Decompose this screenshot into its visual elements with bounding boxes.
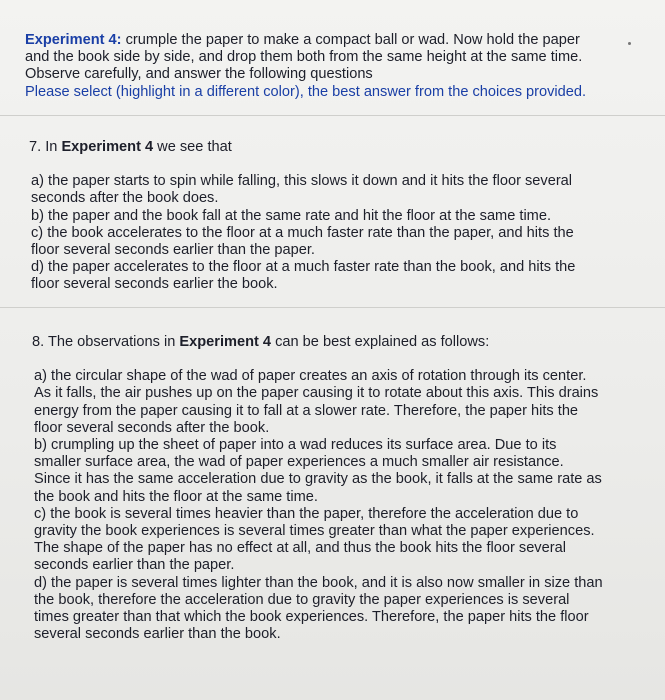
answer-option[interactable] bbox=[31, 173, 641, 207]
intro-line-3: Observe carefully, and answer the following questions bbox=[25, 66, 373, 83]
answer-option-line: a) the circular shape of the wad of paper creates an axis of rotation through its center. bbox=[34, 368, 587, 385]
answer-option-line: Since it has the same acceleration due to gravity as the book, it falls at the same rate as bbox=[34, 471, 602, 488]
question-7 bbox=[29, 139, 641, 294]
answer-option-line: times greater than that which the book experiences. Therefore, the paper hits the floor bbox=[34, 609, 589, 626]
experiment-label: Experiment 4: bbox=[25, 32, 122, 48]
answer-option-line: the book, therefore the acceleration due to gravity the paper experiences is several bbox=[34, 591, 570, 608]
answer-option-line: The shape of the paper has no effect at all, and thus the book hits the floor several bbox=[34, 540, 566, 557]
answer-option[interactable] bbox=[31, 208, 641, 225]
answer-option-line: b) the paper and the book fall at the same rate and hit the floor at the same time. bbox=[31, 207, 552, 224]
answer-option-line: b) crumpling up the sheet of paper into a wad reduces its surface area. Due to its bbox=[34, 437, 557, 454]
answer-option-line: gravity the book experiences is several times greater than what the paper experiences. bbox=[34, 523, 595, 540]
question-7-options bbox=[29, 173, 641, 293]
question-8-title: 8. The observations in Experiment 4 can be best explained as follows: bbox=[32, 334, 490, 350]
question-8 bbox=[32, 334, 644, 643]
answer-option[interactable] bbox=[34, 437, 644, 506]
answer-option[interactable] bbox=[34, 506, 644, 575]
answer-option-line: As it falls, the air pushes up on the paper causing it to rotate about this axis. This drains bbox=[34, 385, 599, 402]
answer-option-line: floor several seconds after the book. bbox=[34, 419, 270, 436]
answer-option-line: the book and hits the floor at the same time. bbox=[34, 488, 318, 505]
answer-option-line: seconds after the book does. bbox=[31, 190, 219, 207]
answer-option-line: energy from the paper causing it to fall at a slower rate. Therefore, the paper hits the bbox=[34, 402, 579, 419]
intro-line-1: Experiment 4: crumple the paper to make a compact ball or wad. Now hold the paper bbox=[25, 32, 580, 48]
answer-option-line: floor several seconds earlier the book. bbox=[31, 276, 278, 293]
answer-option[interactable] bbox=[34, 368, 644, 437]
question-8-options bbox=[32, 368, 644, 643]
answer-option-line: seconds earlier than the paper. bbox=[34, 557, 235, 574]
answer-option[interactable] bbox=[34, 575, 644, 644]
answer-option[interactable] bbox=[31, 259, 641, 293]
answer-option-line: d) the paper is several times lighter than the book, and it is also now smaller in size than bbox=[34, 574, 603, 591]
instruction-line: Please select (highlight in a different color), the best answer from the choices provided. bbox=[25, 83, 587, 100]
answer-option-line: floor several seconds earlier than the paper. bbox=[31, 242, 315, 259]
intro-line-2: and the book side by side, and drop them both from the same height at the same time. bbox=[25, 49, 583, 66]
answer-option-line: d) the paper accelerates to the floor at a much faster rate than the book, and hits the bbox=[31, 259, 576, 276]
answer-option-line: smaller surface area, the wad of paper experiences a much smaller air resistance. bbox=[34, 454, 564, 471]
question-7-title: 7. In Experiment 4 we see that bbox=[29, 139, 232, 155]
intro-block bbox=[25, 32, 637, 101]
divider bbox=[0, 307, 665, 308]
divider bbox=[0, 115, 665, 116]
answer-option-line: several seconds earlier than the book. bbox=[34, 626, 281, 643]
answer-option[interactable] bbox=[31, 225, 641, 259]
answer-option-line: c) the book is several times heavier than the paper, therefore the acceleration due to bbox=[34, 505, 579, 522]
answer-option-line: c) the book accelerates to the floor at a much faster rate than the paper, and hits the bbox=[31, 224, 574, 241]
answer-option-line: a) the paper starts to spin while falling, this slows it down and it hits the floor several bbox=[31, 173, 573, 190]
